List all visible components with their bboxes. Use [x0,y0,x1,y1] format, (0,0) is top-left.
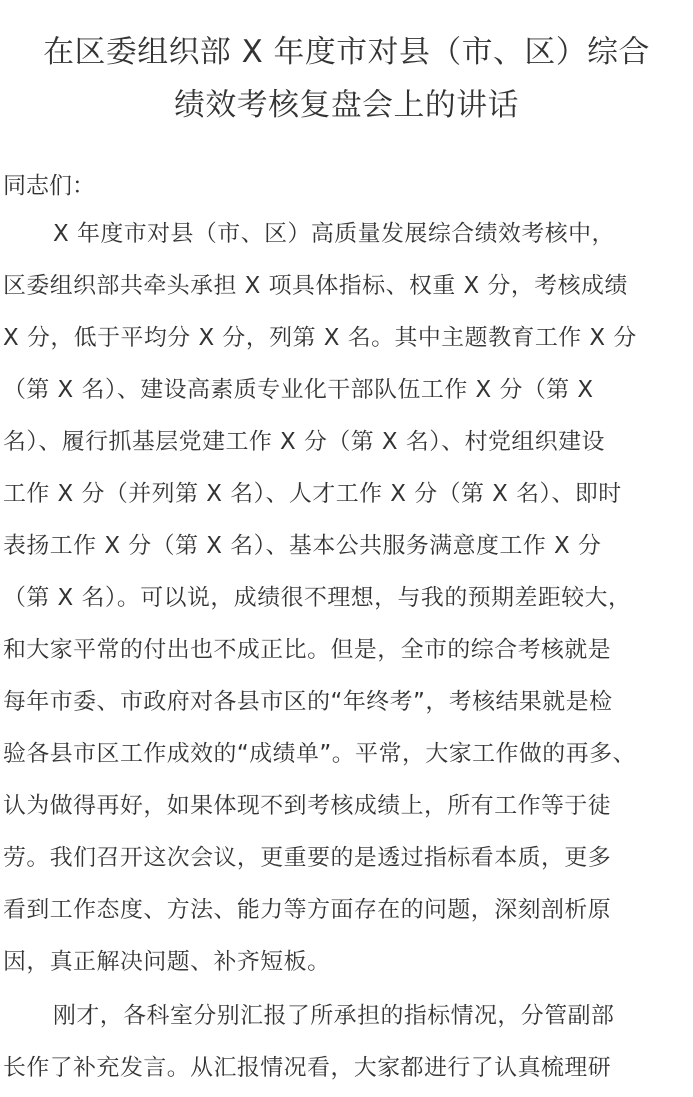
paragraph-2 [0,990,693,1094]
paragraph-line: 每年市委、市政府对各县市区的“年终考”，考核结果就是检 [3,689,613,715]
paragraph-line: X 年度市对县（市、区）高质量发展综合绩效考核中， [53,221,615,247]
title-line-2: 绩效考核复盘会上的讲话 [174,87,519,123]
paragraph-line: 验各县市区工作成效的“成绩单”。平常，大家工作做的再多、 [3,741,636,767]
paragraph-line: 长作了补充发言。从汇报情况看，大家都进行了认真梳理研 [3,1055,612,1081]
paragraph-line: 认为做得再好，如果体现不到考核成绩上，所有工作等于徒 [3,793,612,819]
title-line-1: 在区委组织部 X 年度市对县（市、区）综合 [43,34,650,70]
paragraph-line: 工作 X 分（并列第 X 名）、人才工作 X 分（第 X 名）、即时 [3,481,622,507]
paragraph-line: 劳。我们召开这次会议，更重要的是透过指标看本质，更多 [3,845,612,871]
paragraph-line: 看到工作态度、方法、能力等方面存在的问题，深刻剖析原 [3,897,612,923]
paragraph-line: 名）、履行抓基层党建工作 X 分（第 X 名）、村党组织建设 [3,429,605,455]
salutation: 同志们： [3,173,95,199]
paragraph-line: 区委组织部共牵头承担 X 项具体指标、权重 X 分，考核成绩 [3,273,628,299]
paragraph-line: X 分，低于平均分 X 分，列第 X 名。其中主题教育工作 X 分 [3,325,637,351]
paragraph-line: 表扬工作 X 分（第 X 名）、基本公共服务满意度工作 X 分 [3,533,602,559]
paragraph-line: 刚才，各科室分别汇报了所承担的指标情况，分管副部 [53,1003,615,1029]
paragraph-line: （第 X 名）、建设高素质专业化干部队伍工作 X 分（第 X [3,377,594,403]
paragraph-line: 和大家平常的付出也不成正比。但是，全市的综合考核就是 [3,637,612,663]
paragraph-1 [0,208,693,988]
paragraph-line: （第 X 名）。可以说，成绩很不理想，与我的预期差距较大， [3,585,632,611]
paragraph-line: 因，真正解决问题、补齐短板。 [3,949,331,975]
document-title [0,0,693,132]
